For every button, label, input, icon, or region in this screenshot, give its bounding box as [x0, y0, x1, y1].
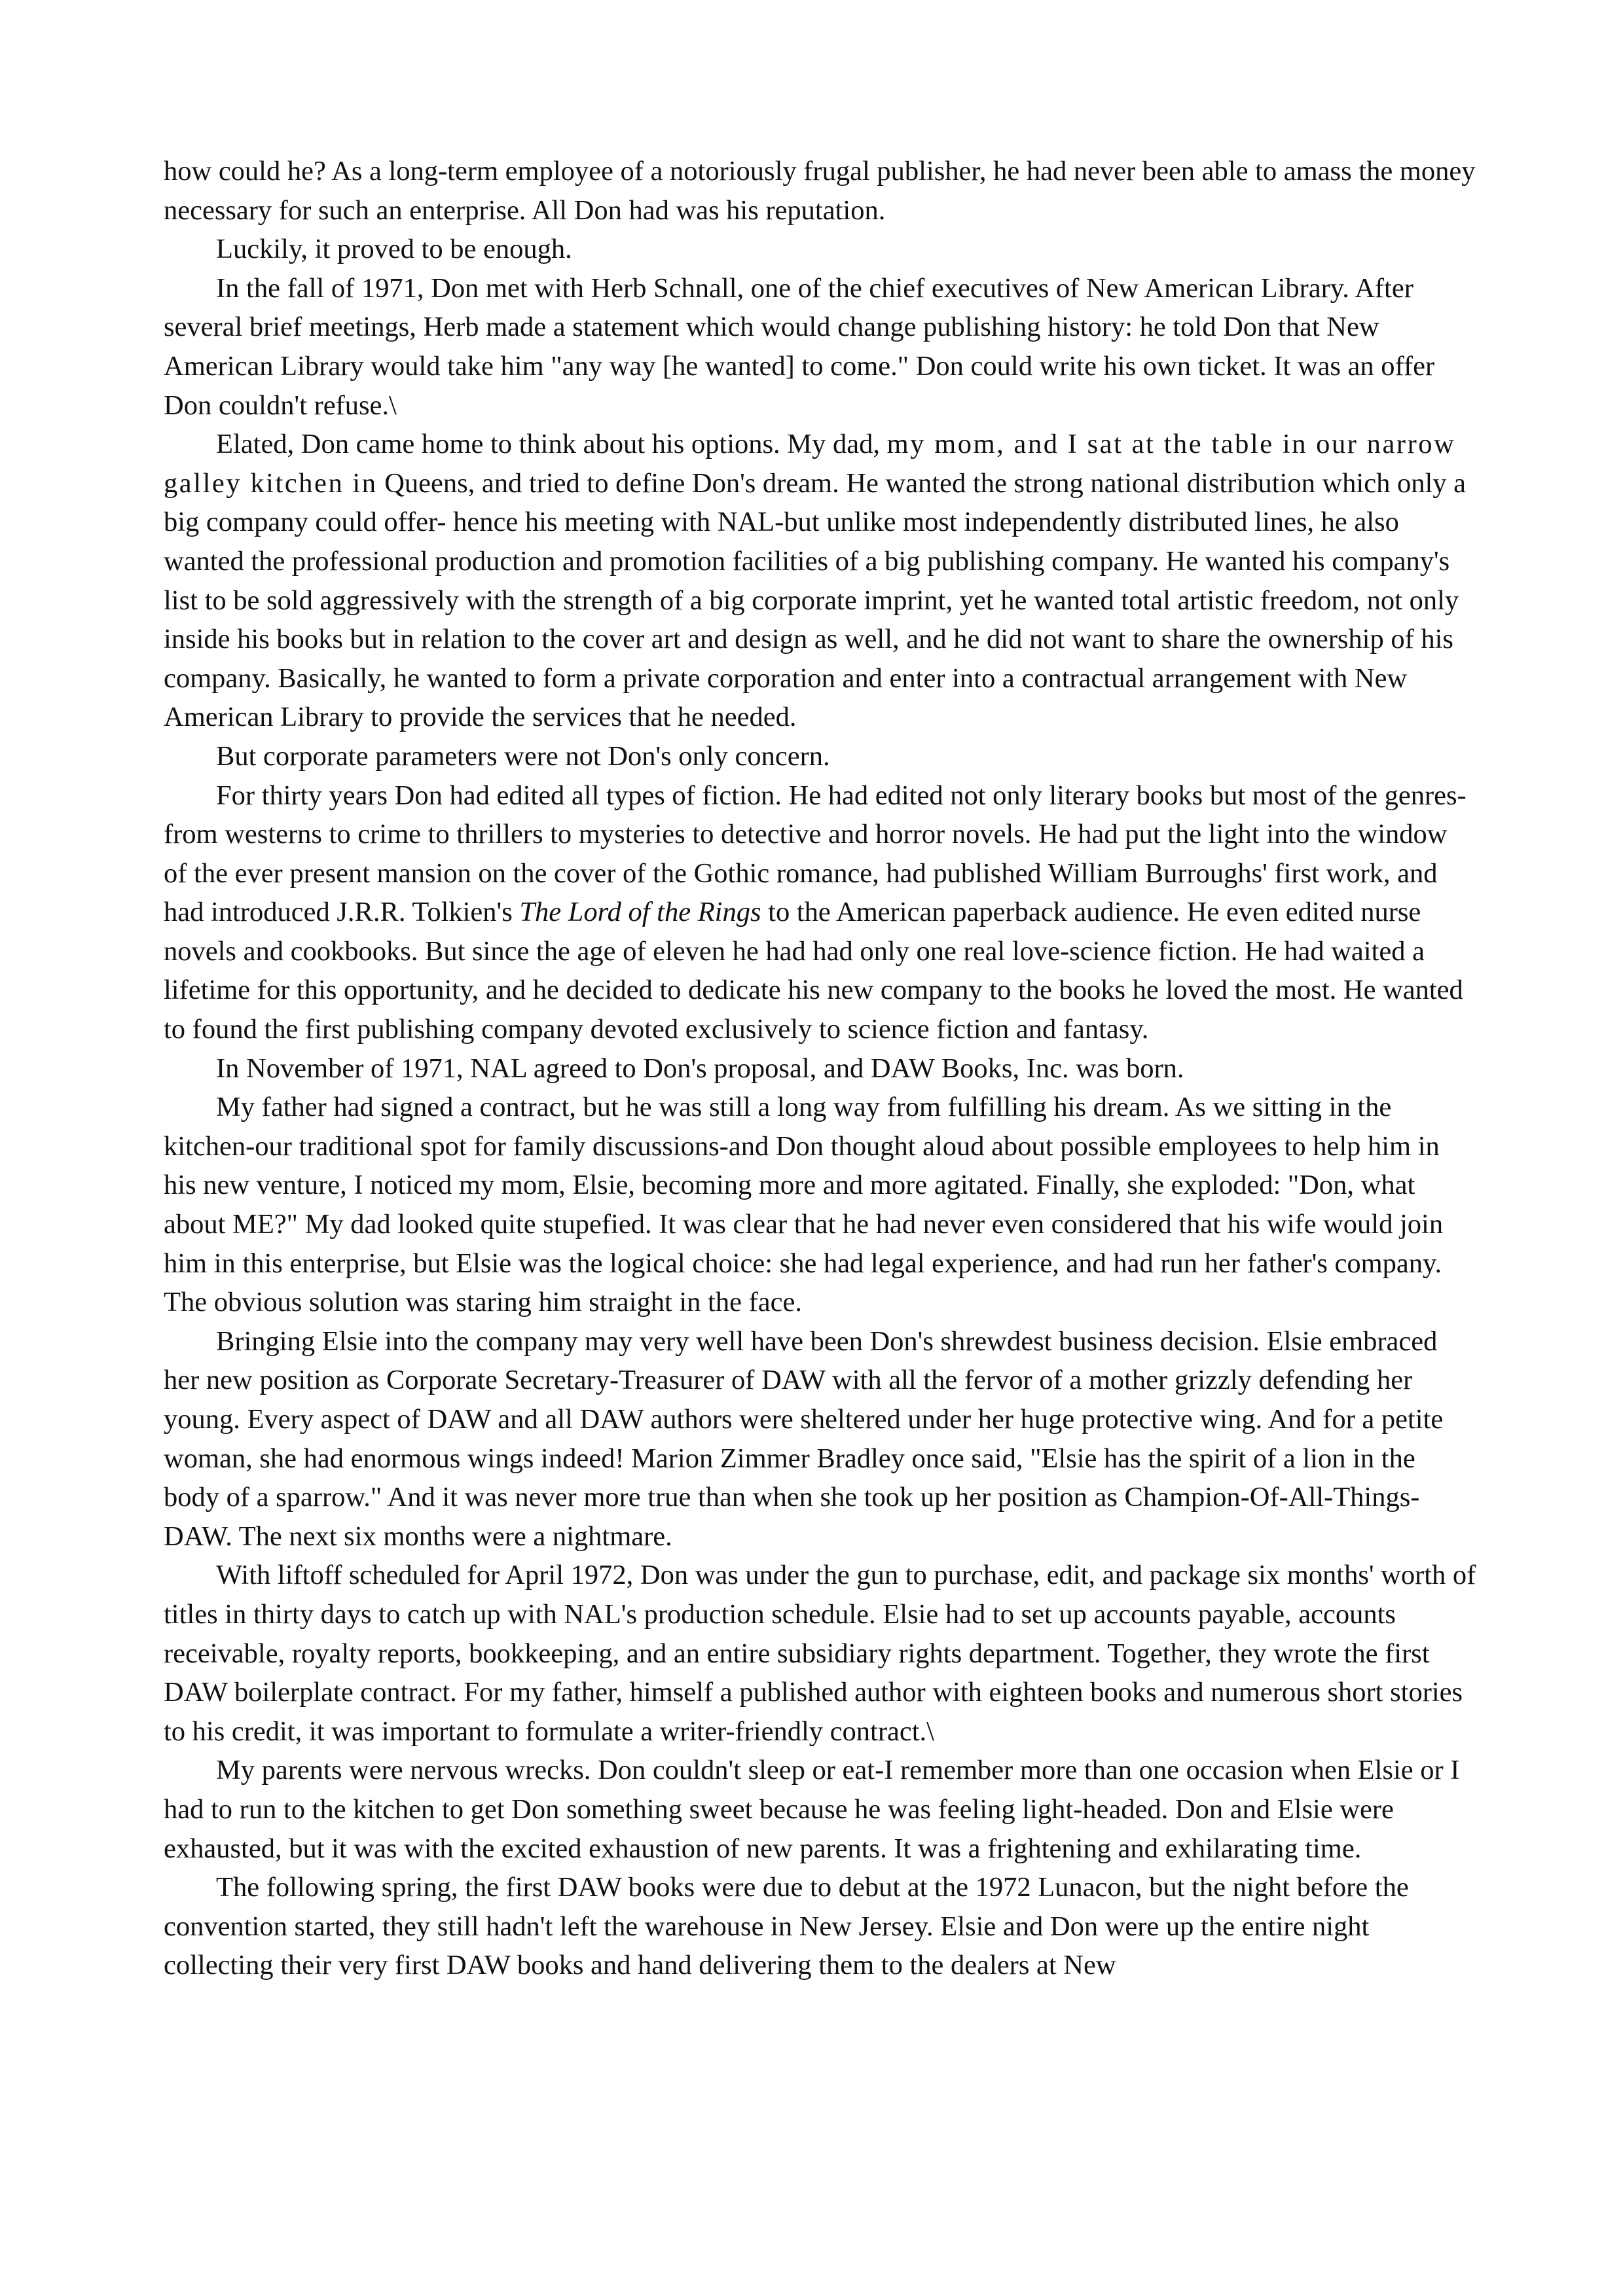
paragraph-6-part-b: to the American paperback audience. He even edited nurse novels and cookbooks. But since the age of eleven he had had only one real love-science fiction. He had waited a lifetime for this opportunity, and he decided to dedicate his new company to the books he loved the most. He wanted to found the first publishing company devoted exclusively to science fiction and fantasy. — [164, 897, 1463, 1045]
paragraph-2: Luckily, it proved to be enough. — [216, 234, 572, 265]
paragraph-4-spaced-run: my mom, and I sat at the table in our narrow galley kitchen in — [164, 429, 1456, 499]
paragraph-1: how could he? As a long-term employee of a notoriously frugal publisher, he had never been able to amass the money necessary for such an enterprise. All Don had was his reputation. — [164, 156, 1476, 226]
paragraph-3: In the fall of 1971, Don met with Herb Schnall, one of the chief executives of New American Library. After several brief meetings, Herb made a statement which would change publishing history: he told Don that New American Library would take him "any way [he wanted] to come." Don could write his own ticket. It was an offer Don couldn't refuse.\ — [164, 272, 1435, 421]
paragraph-11: My parents were nervous wrecks. Don couldn't sleep or eat-I remember more than one occasion when Elsie or I had to run to the kitchen to get Don something sweet because he was feeling light-headed. Don and Elsie were exhausted, but it was with the excited exhaustion of new parents. It was a frightening and exhilarating time. — [164, 1755, 1460, 1864]
paragraph-6-part-a: For thirty years Don had edited all types of fiction. He had edited not only literary books but most of the genres-from westerns to crime to thrillers to mysteries to detective and horror novels. He had put the light into the window of the ever present mansion on the cover of the Gothic romance, had published William Burroughs' first work, and had introduced J.R.R. Tolkien's — [164, 780, 1467, 928]
paragraph-8: My father had signed a contract, but he was still a long way from fulfilling his dream. As we sitting in the kitchen-our traditional spot for family discussions-and Don thought aloud about possible employees to help him in his new venture, I noticed my mom, Elsie, becoming more and more agitated. Finally, she exploded: "Don, what about ME?" My dad looked quite stupefied. It was clear that he had never even considered that his wife would join him in this enterprise, but Elsie was the logical choice: she had legal experience, and had run her father's company. The obvious solution was staring him straight in the face. — [164, 1092, 1444, 1318]
body-text — [164, 152, 1476, 1985]
paragraph-4-part-b: Queens, and tried to define Don's dream. He wanted the strong national distribution which only a big company could offer- hence his meeting with NAL-but unlike most independently distributed lines, he also wanted the professional production and promotion facilities of a big publishing company. He wanted his company's list to be sold aggressively with the strength of a big corporate imprint, yet he wanted total artistic freedom, not only inside his books but in relation to the cover art and design as well, and he did not want to share the ownership of his company. Basically, he wanted to form a private corporation and enter into a contractual arrangement with New American Library to provide the services that he needed. — [164, 467, 1466, 733]
paragraph-10: With liftoff scheduled for April 1972, Don was under the gun to purchase, edit, and package six months' worth of titles in thirty days to catch up with NAL's production schedule. Elsie had to set up accounts payable, accounts receivable, royalty reports, bookkeeping, and an entire subsidiary rights department. Together, they wrote the first DAW boilerplate contract. For my father, himself a published author with eighteen books and numerous short stories to his credit, it was important to formulate a writer-friendly contract.\ — [164, 1560, 1476, 1747]
book-title: The Lord of the Rings — [519, 897, 761, 928]
paragraph-6 — [164, 776, 1476, 1049]
paragraph-5: But corporate parameters were not Don's only concern. — [216, 740, 830, 772]
paragraph-7: In November of 1971, NAL agreed to Don's proposal, and DAW Books, Inc. was born. — [216, 1052, 1184, 1084]
paragraph-4 — [164, 425, 1476, 737]
paragraph-12: The following spring, the first DAW books were due to debut at the 1972 Lunacon, but the night before the convention started, they still hadn't left the warehouse in New Jersey. Elsie and Don were up the entire night collecting their very first DAW books and hand delivering them to the dealers at New — [164, 1872, 1409, 1981]
paragraph-9: Bringing Elsie into the company may very well have been Don's shrewdest business decision. Elsie embraced her new position as Corporate Secretary-Treasurer of DAW with all the fervor of a mother grizzly defending her young. Every aspect of DAW and all DAW authors were sheltered under her huge protective wing. And for a petite woman, she had enormous wings indeed! Marion Zimmer Bradley once said, "Elsie has the spirit of a lion in the body of a sparrow." And it was never more true than when she took up her position as Champion-Of-All-Things-DAW. The next six months were a nightmare. — [164, 1325, 1444, 1552]
paragraph-4-part-a: Elated, Don came home to think about his options. My dad, — [216, 429, 887, 460]
